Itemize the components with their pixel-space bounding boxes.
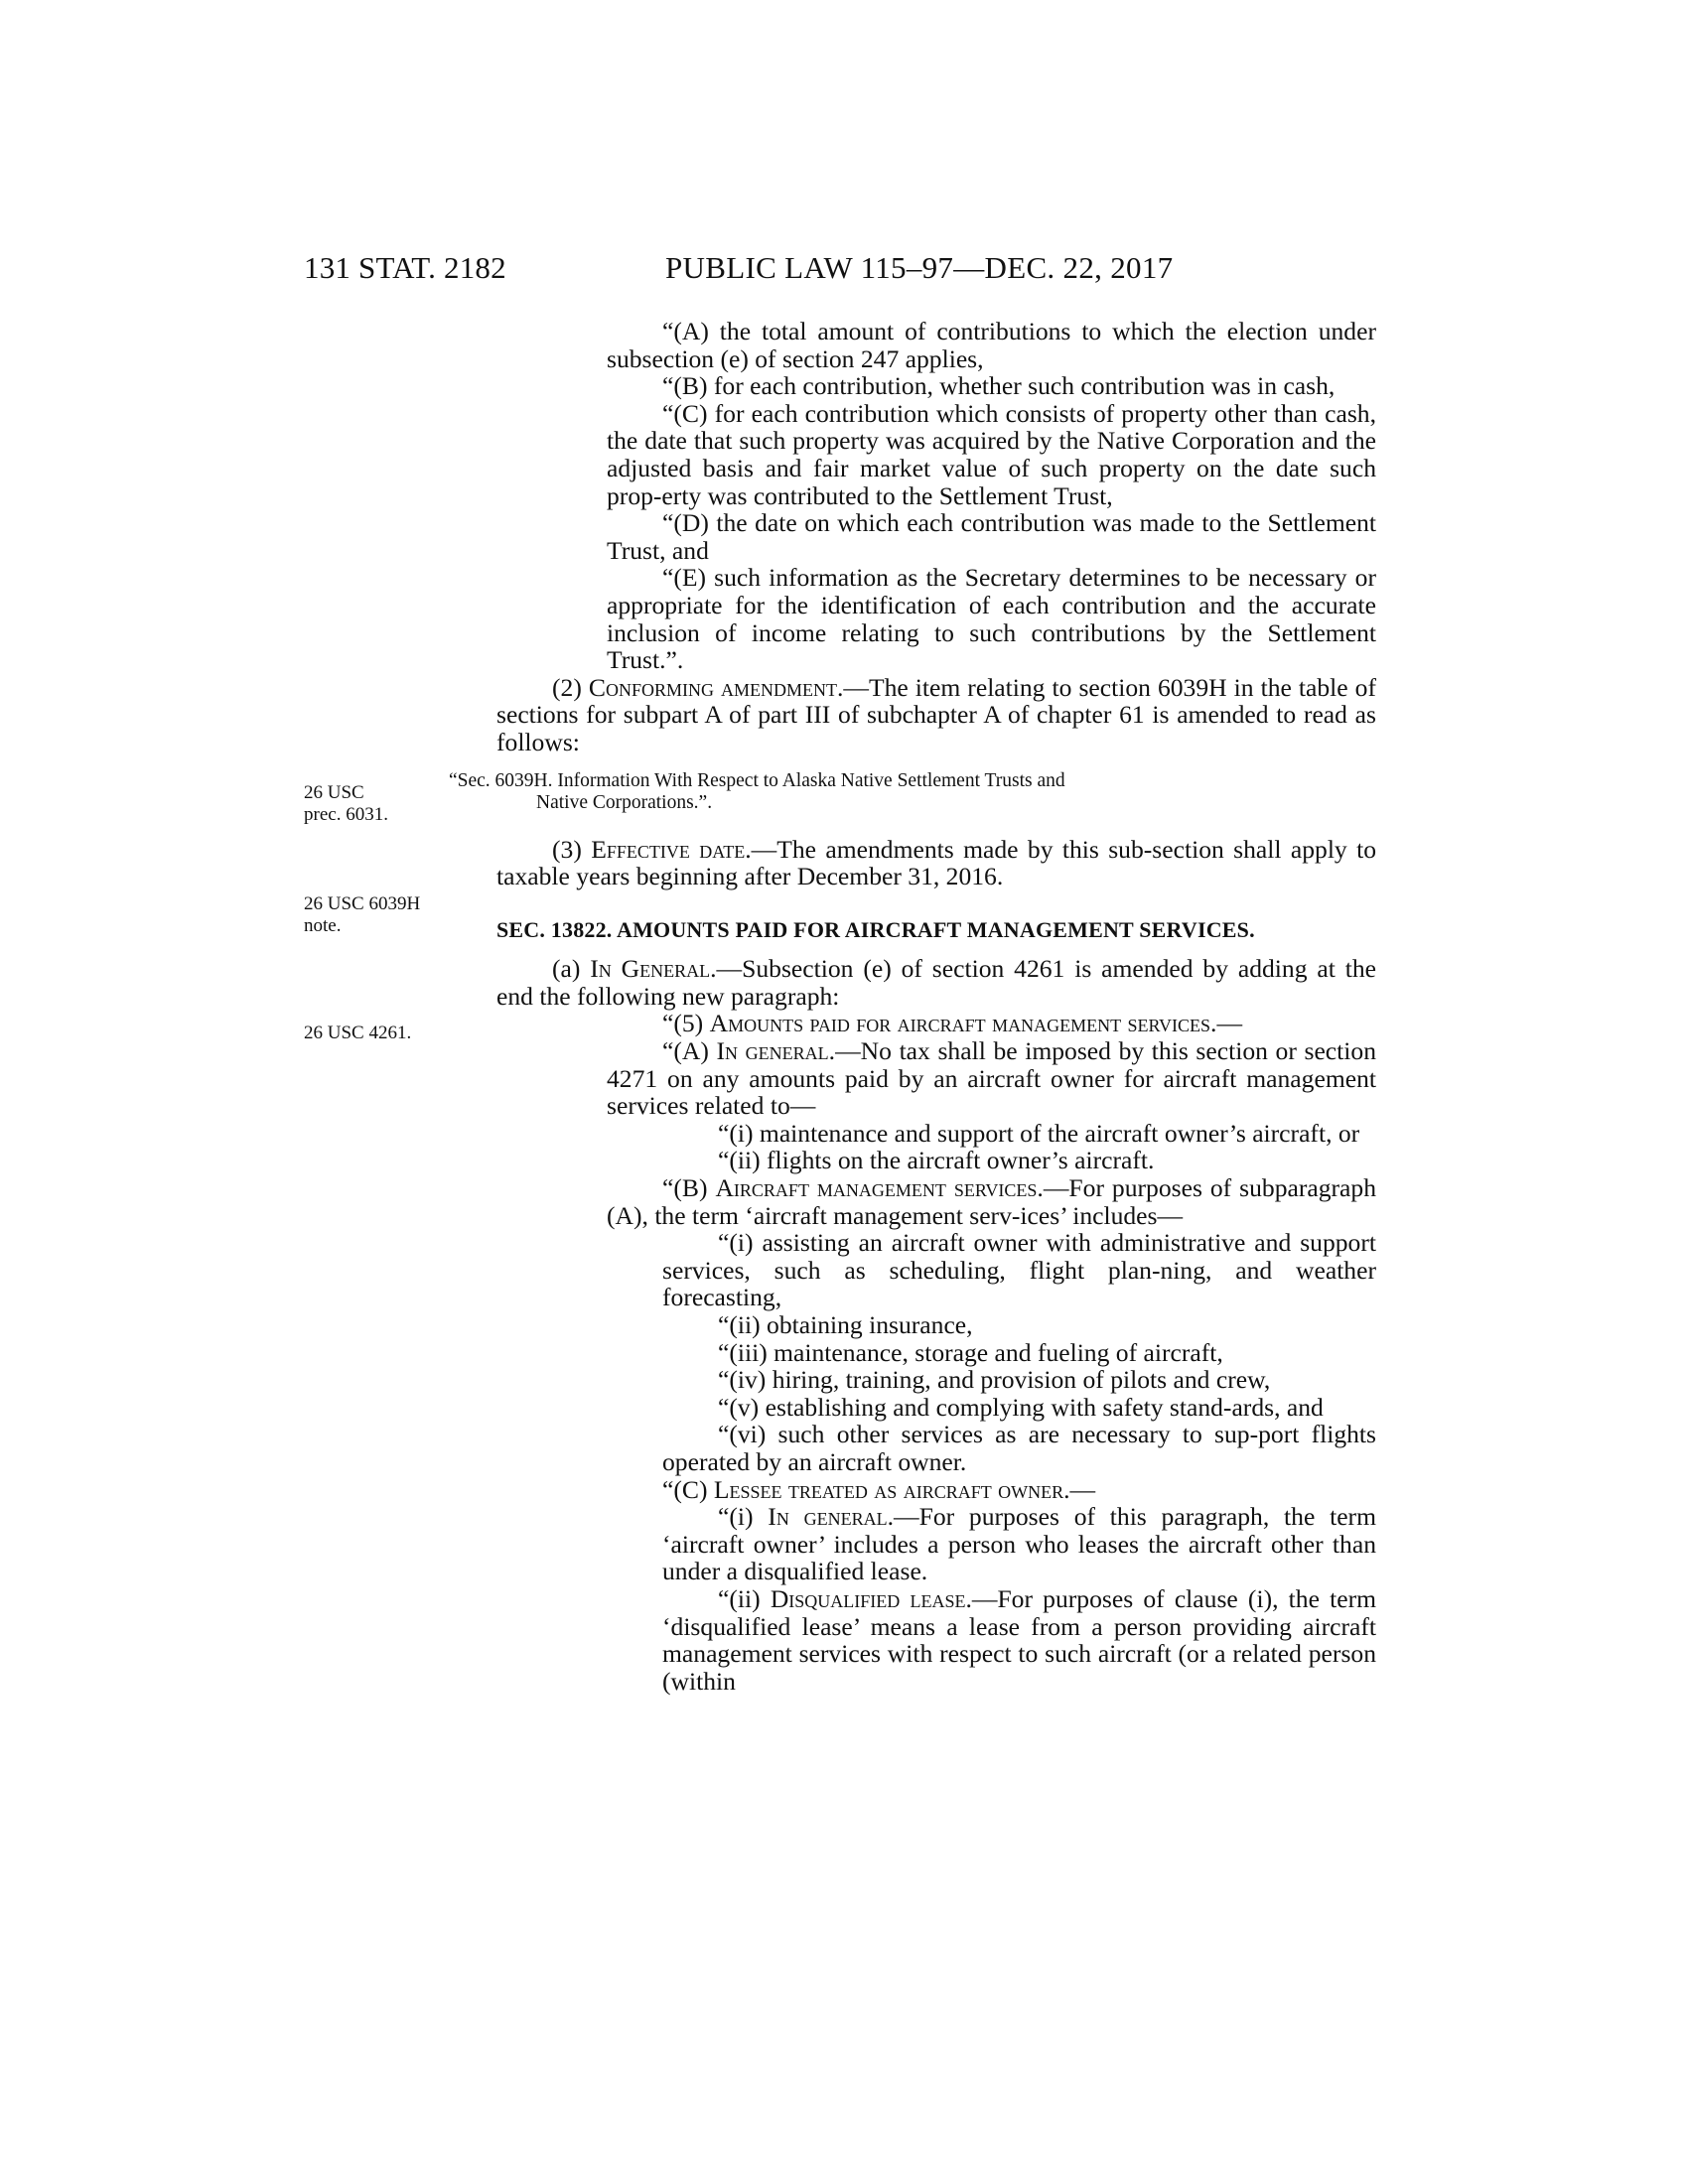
statute-text — [449, 317, 1377, 1696]
inline-heading: Aircraft management services — [715, 1173, 1038, 1203]
body-text: .—For purposes of clause (i), the term ‘disqualified lease’ means a lease from a person providing aircraft management services with respect to such aircraft (or a related person (within — [662, 1583, 1376, 1696]
enumerator: “(A) — [662, 1036, 717, 1066]
clause-A-i: “(i) maintenance and support of the aircraft owner’s aircraft, or — [718, 1118, 1360, 1148]
body-text: .—The item relating to section 6039H in the table of sections for subpart A of part III of subchapter A of chapter 61 is amended to read as follows: — [496, 672, 1376, 756]
inline-heading: In general — [768, 1502, 888, 1532]
margin-note-6039h — [304, 893, 453, 937]
subparagraph-5B — [607, 1174, 1376, 1229]
enumerator: (a) — [552, 954, 591, 984]
enumerator: “(C) — [662, 1474, 714, 1504]
body-text: .— — [1210, 1009, 1243, 1038]
body-text: .— — [1063, 1474, 1096, 1504]
inline-heading: Effective date — [591, 834, 746, 864]
subparagraph-5A — [607, 1037, 1376, 1120]
clause-B-iv: “(iv) hiring, training, and provision of pilots and crew, — [718, 1365, 1271, 1395]
paragraph-D: “(D) the date on which each contribution was made to the Settlement Trust, and — [607, 508, 1376, 565]
margin-note-line: 26 USC 4261. — [304, 1023, 412, 1043]
inline-heading: In General — [590, 954, 711, 984]
inline-heading: Conforming amendment — [588, 672, 837, 702]
clause-B-ii: “(ii) obtaining insurance, — [718, 1310, 973, 1339]
stat-citation: 131 STAT. 2182 — [304, 250, 506, 285]
paragraph-B: “(B) for each contribution, whether such contribution was in cash, — [662, 371, 1336, 401]
section-heading: SEC. 13822. AMOUNTS PAID FOR AIRCRAFT MANAGEMENT SERVICES. — [496, 916, 1255, 942]
enumerator: “(ii) — [718, 1583, 771, 1613]
page-header — [0, 250, 1688, 290]
clause-C-i — [662, 1503, 1376, 1585]
enumerator: (2) — [552, 672, 589, 702]
body-text: .—For purposes of this paragraph, the term ‘aircraft owner’ includes a person who leases the aircraft other than under a disqualified lease. — [662, 1502, 1376, 1586]
inline-heading: Amounts paid for aircraft management services — [709, 1009, 1211, 1038]
clause-B-iii: “(iii) maintenance, storage and fueling of aircraft, — [718, 1337, 1223, 1367]
enumerator: “(i) — [718, 1502, 769, 1532]
conforming-amendment — [496, 674, 1376, 756]
subparagraph-5C — [607, 1476, 1376, 1504]
clause-B-i: “(i) assisting an aircraft owner with administrative and support services, such as scheduling, flight plan-ning, and weather forecasting, — [662, 1228, 1376, 1312]
inline-heading: Lessee treated as aircraft owner — [713, 1474, 1064, 1504]
margin-note-line: prec. 6031. — [304, 804, 388, 825]
inline-heading: Disqualified lease — [770, 1583, 966, 1613]
subsection-a — [496, 955, 1376, 1010]
table-entry-line: “Sec. 6039H. Information With Respect to Alaska Native Settlement Trusts and — [449, 769, 1065, 791]
margin-note-line: 26 USC 6039H — [304, 893, 421, 914]
table-entry-line: Native Corporations.”. — [536, 791, 713, 813]
margin-note-4261 — [304, 1023, 453, 1044]
margin-note-line: 26 USC — [304, 782, 364, 803]
enumerator: “(5) — [662, 1009, 710, 1038]
body-text: .—No tax shall be imposed by this section or section 4271 on any amounts paid by an aircraft owner for aircraft management services related to— — [607, 1036, 1376, 1121]
clause-C-ii — [662, 1585, 1376, 1695]
paragraph-E: “(E) such information as the Secretary determines to be necessary or appropriate for the identification of each contribution and the accurate inclusion of income relating to such contributions by the Settlement Trust.”. — [607, 563, 1376, 675]
margin-note-prec-6031 — [304, 782, 453, 826]
body-text: .—Subsection (e) of section 4261 is amended by adding at the end the following new paragraph: — [496, 954, 1376, 1011]
inline-heading: In general — [716, 1036, 829, 1066]
body-text: .—The amendments made by this sub-section shall apply to taxable years beginning after December 31, 2016. — [496, 834, 1376, 891]
clause-A-ii: “(ii) flights on the aircraft owner’s aircraft. — [718, 1146, 1155, 1175]
margin-note-line: note. — [304, 915, 342, 936]
enumerator: (3) — [552, 834, 592, 864]
body-text: .—For purposes of subparagraph (A), the term ‘aircraft management serv-ices’ includes— — [607, 1173, 1377, 1230]
enumerator: “(B) — [662, 1173, 716, 1203]
public-law-title: PUBLIC LAW 115–97—DEC. 22, 2017 — [665, 250, 1174, 285]
paragraph-A: “(A) the total amount of contributions to which the election under subsection (e) of section 247 applies, — [607, 317, 1376, 373]
clause-B-vi: “(vi) such other services as are necessary to sup-port flights operated by an aircraft owner. — [662, 1420, 1376, 1476]
paragraph-C: “(C) for each contribution which consists of property other than cash, the date that such property was acquired by the Native Corporation and the adjusted basis and fair market value of such property on the date such prop-erty was contributed to the Settlement Trust, — [607, 398, 1376, 510]
paragraph-5 — [607, 1010, 1376, 1037]
table-of-sections-entry — [449, 770, 1376, 814]
effective-date — [496, 836, 1376, 890]
clause-B-v: “(v) establishing and complying with safety stand-ards, and — [718, 1392, 1324, 1422]
